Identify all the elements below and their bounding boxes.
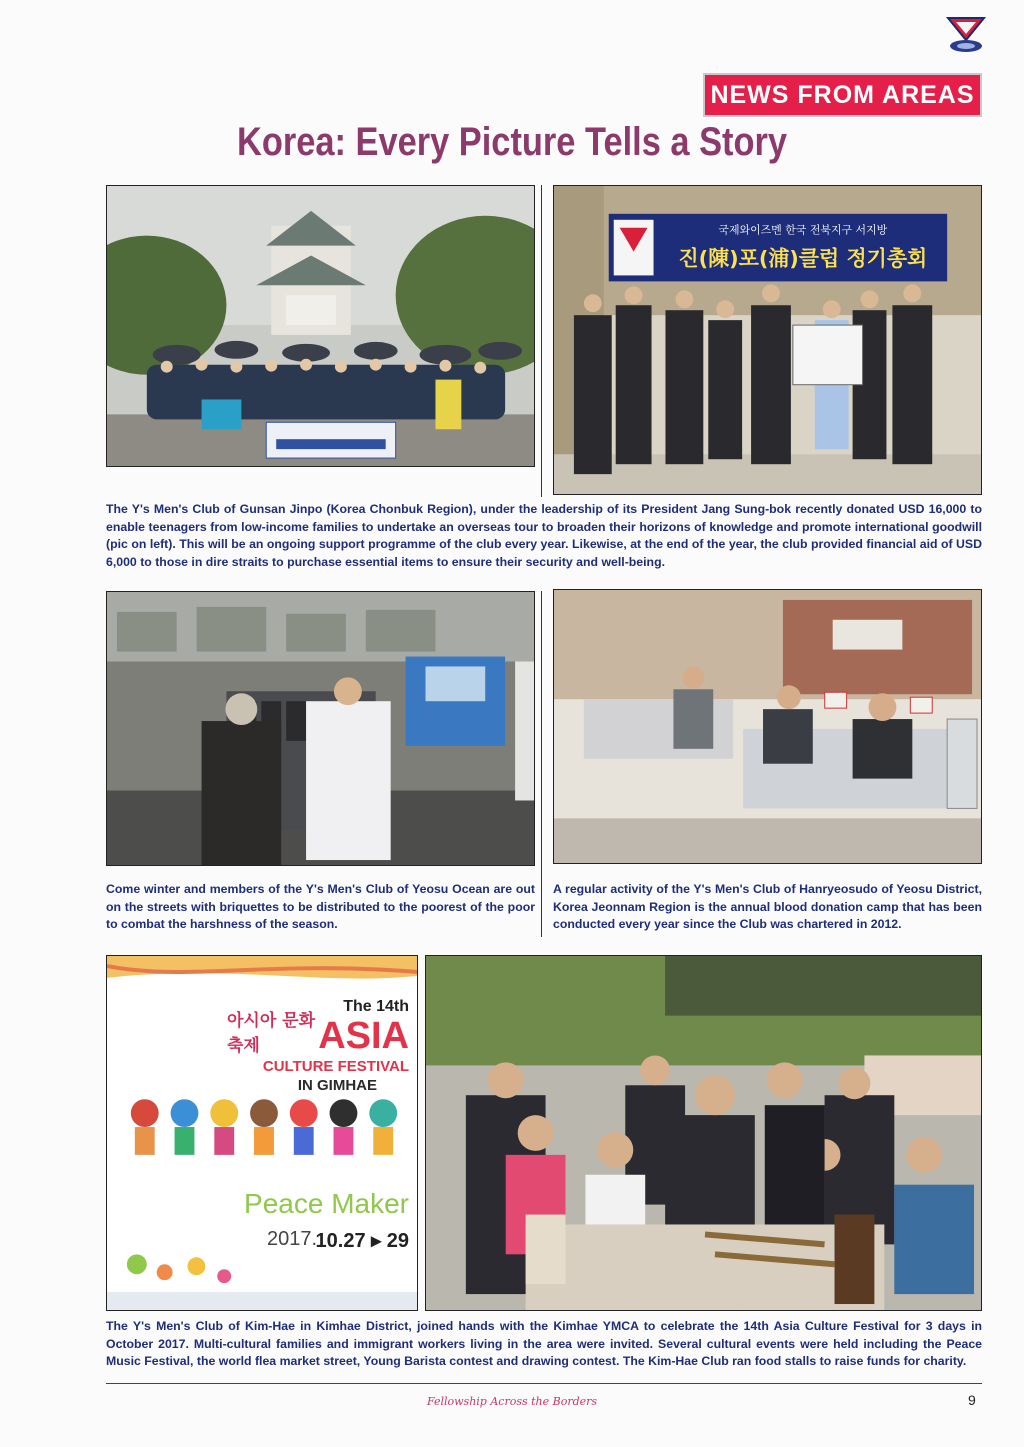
poster-asia: ASIA	[318, 1015, 409, 1057]
banner-korean-line2: 진(陳)포(浦)클럽 정기총회	[678, 246, 928, 271]
poster-culture-festival: CULTURE FESTIVAL	[262, 1058, 409, 1075]
footer-tagline: Fellowship Across the Borders	[426, 1395, 598, 1408]
poster-dates: 10.27 ▸ 29	[315, 1230, 409, 1252]
ys-men-logo-icon	[944, 14, 988, 54]
poster-in-gimhae: IN GIMHAE	[297, 1077, 377, 1094]
caption-kimhae: The Y's Men's Club of Kim-Hae in Kimhae District, joined hands with the Kimhae YMCA to celebrate the 14th Asia Culture Festival for 3 days in October 2017. Multi-cultural families and immigrant workers living in the area were invited. Several cultural events were held including the Peace Music Festival, the world flea market street, Young Barista contest and drawing contest. The Kim-Hae Club ran food stalls to raise funds for charity.	[106, 1319, 982, 1368]
photo-gunsan-group	[106, 185, 535, 467]
footer-rule	[106, 1383, 982, 1384]
poster-korean-title: 아시아 문화축제	[227, 1011, 316, 1056]
poster-peace-maker: Peace Maker	[244, 1188, 409, 1219]
page-number: 9	[968, 1392, 976, 1408]
caption-gunsan: The Y's Men's Club of Gunsan Jinpo (Korea Chonbuk Region), under the leadership of its President Jang Sung-bok recently donated USD 16,000 to enable teenagers from low-income families to undertake an overseas tour to broaden their horizons of knowledge and promote international goodwill (pic on left). This will be an ongoing support programme of the club every year. Likewise, at the end of the year, the club provided financial aid of USD 6,000 to those in dire straits to purchase essential items to ensure their security and well-being.	[106, 502, 982, 569]
poster-asia-culture-festival	[106, 955, 418, 1311]
photo-kimhae-festival	[425, 955, 982, 1311]
photo-jinpo-meeting	[553, 185, 982, 495]
poster-year: 2017.	[267, 1228, 318, 1250]
caption-yeosu: Come winter and members of the Y's Men's Club of Yeosu Ocean are out on the streets with briquettes to be distributed to the poorest of the poor to combat the harshness of the season.	[106, 882, 535, 931]
caption-hanryeosudo: A regular activity of the Y's Men's Club of Hanryeosudo of Yeosu District, Korea Jeonnam Region is the annual blood donation camp that has been conducted every year since the Club was chartered in 2012.	[553, 882, 982, 931]
page-title: Korea: Every Picture Tells a Story	[237, 120, 787, 164]
poster-the14th: The 14th	[343, 998, 409, 1015]
photo-yeosu-briquettes	[106, 591, 535, 866]
banner-korean-line1: 국제와이즈멘 한국 전북지구 서지방	[718, 223, 888, 237]
photo-blood-donation	[553, 589, 982, 864]
column-divider	[541, 185, 542, 497]
column-divider	[541, 591, 542, 937]
section-banner: NEWS FROM AREAS	[703, 73, 982, 117]
